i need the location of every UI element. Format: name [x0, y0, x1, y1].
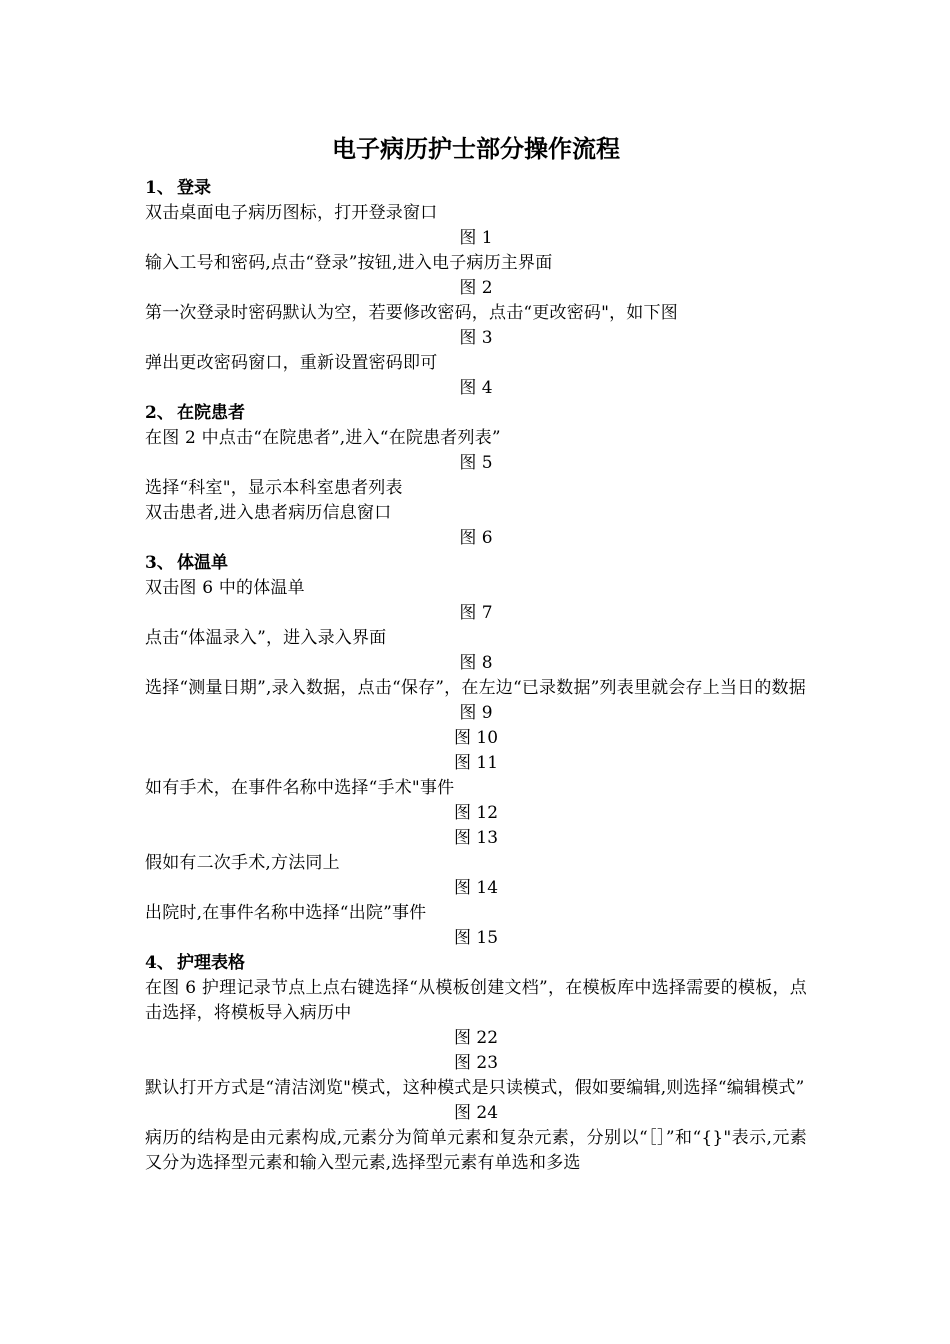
paragraph: 输入工号和密码,点击“登录”按钮,进入电子病历主界面	[145, 253, 553, 273]
section-number: 1、	[145, 178, 174, 198]
paragraph: 双击图 6 中的体温单	[145, 578, 305, 598]
paragraph: 选择“科室"，显示本科室患者列表	[145, 478, 403, 498]
section-heading	[145, 176, 807, 201]
paragraph: 双击患者,进入患者病历信息窗口	[145, 503, 392, 523]
paragraph: 点击“体温录入”，进入录入界面	[145, 628, 387, 648]
section-heading	[145, 401, 807, 426]
figure-caption: 图 14	[453, 878, 499, 898]
paragraph: 如有手术，在事件名称中选择“手术"事件	[145, 778, 455, 798]
figure-caption: 图 10	[453, 728, 499, 748]
paragraph: 选择“测量日期”,录入数据，点击“保存”，在左边“已录数据”列表里就会存上当日的数据	[145, 678, 806, 698]
paragraph: 出院时,在事件名称中选择“出院”事件	[145, 903, 427, 923]
figure-caption: 图 4	[459, 378, 493, 398]
paragraph: 弹出更改密码窗口，重新设置密码即可	[145, 353, 438, 373]
paragraph: 在图 2 中点击“在院患者”,进入“在院患者列表”	[145, 428, 501, 448]
figure-caption: 图 6	[459, 528, 493, 548]
figure-caption: 图 9	[459, 703, 493, 723]
section-title: 登录	[177, 178, 211, 198]
section-title: 护理表格	[177, 953, 245, 973]
figure-caption: 图 22	[453, 1028, 499, 1048]
figure-caption: 图 15	[453, 928, 499, 948]
figure-caption: 图 1	[459, 228, 493, 248]
figure-caption: 图 13	[453, 828, 499, 848]
section-heading	[145, 951, 807, 976]
section-heading	[145, 551, 807, 576]
figure-caption: 图 23	[453, 1053, 499, 1073]
section-title: 体温单	[177, 553, 228, 573]
document-content	[145, 130, 807, 1176]
section-number: 4、	[145, 953, 174, 973]
paragraph: 假如有二次手术,方法同上	[145, 853, 340, 873]
figure-caption: 图 7	[459, 603, 493, 623]
section-number: 3、	[145, 553, 174, 573]
document-title: 电子病历护士部分操作流程	[332, 134, 620, 163]
document-body	[145, 176, 807, 1176]
figure-caption: 图 3	[459, 328, 493, 348]
figure-caption: 图 24	[453, 1103, 499, 1123]
figure-caption: 图 8	[459, 653, 493, 673]
figure-caption: 图 12	[453, 803, 499, 823]
figure-caption: 图 5	[459, 453, 493, 473]
paragraph: 第一次登录时密码默认为空，若要修改密码，点击“更改密码"，如下图	[145, 303, 678, 323]
section-number: 2、	[145, 403, 174, 423]
figure-caption: 图 2	[459, 278, 493, 298]
paragraph: 病历的结构是由元素构成,元素分为简单元素和复杂元素，分别以“［］”和“{}"表示,元素又分为选择型元素和输入型元素,选择型元素有单选和多选	[145, 1128, 807, 1173]
paragraph: 默认打开方式是“清洁浏览"模式，这种模式是只读模式，假如要编辑,则选择“编辑模式”	[145, 1078, 805, 1098]
paragraph: 双击桌面电子病历图标，打开登录窗口	[145, 203, 438, 223]
figure-caption: 图 11	[453, 753, 499, 773]
paragraph: 在图 6 护理记录节点上点右键选择“从模板创建文档”，在模板库中选择需要的模板，点击选择，将模板导入病历中	[145, 978, 807, 1023]
section-title: 在院患者	[177, 403, 245, 423]
